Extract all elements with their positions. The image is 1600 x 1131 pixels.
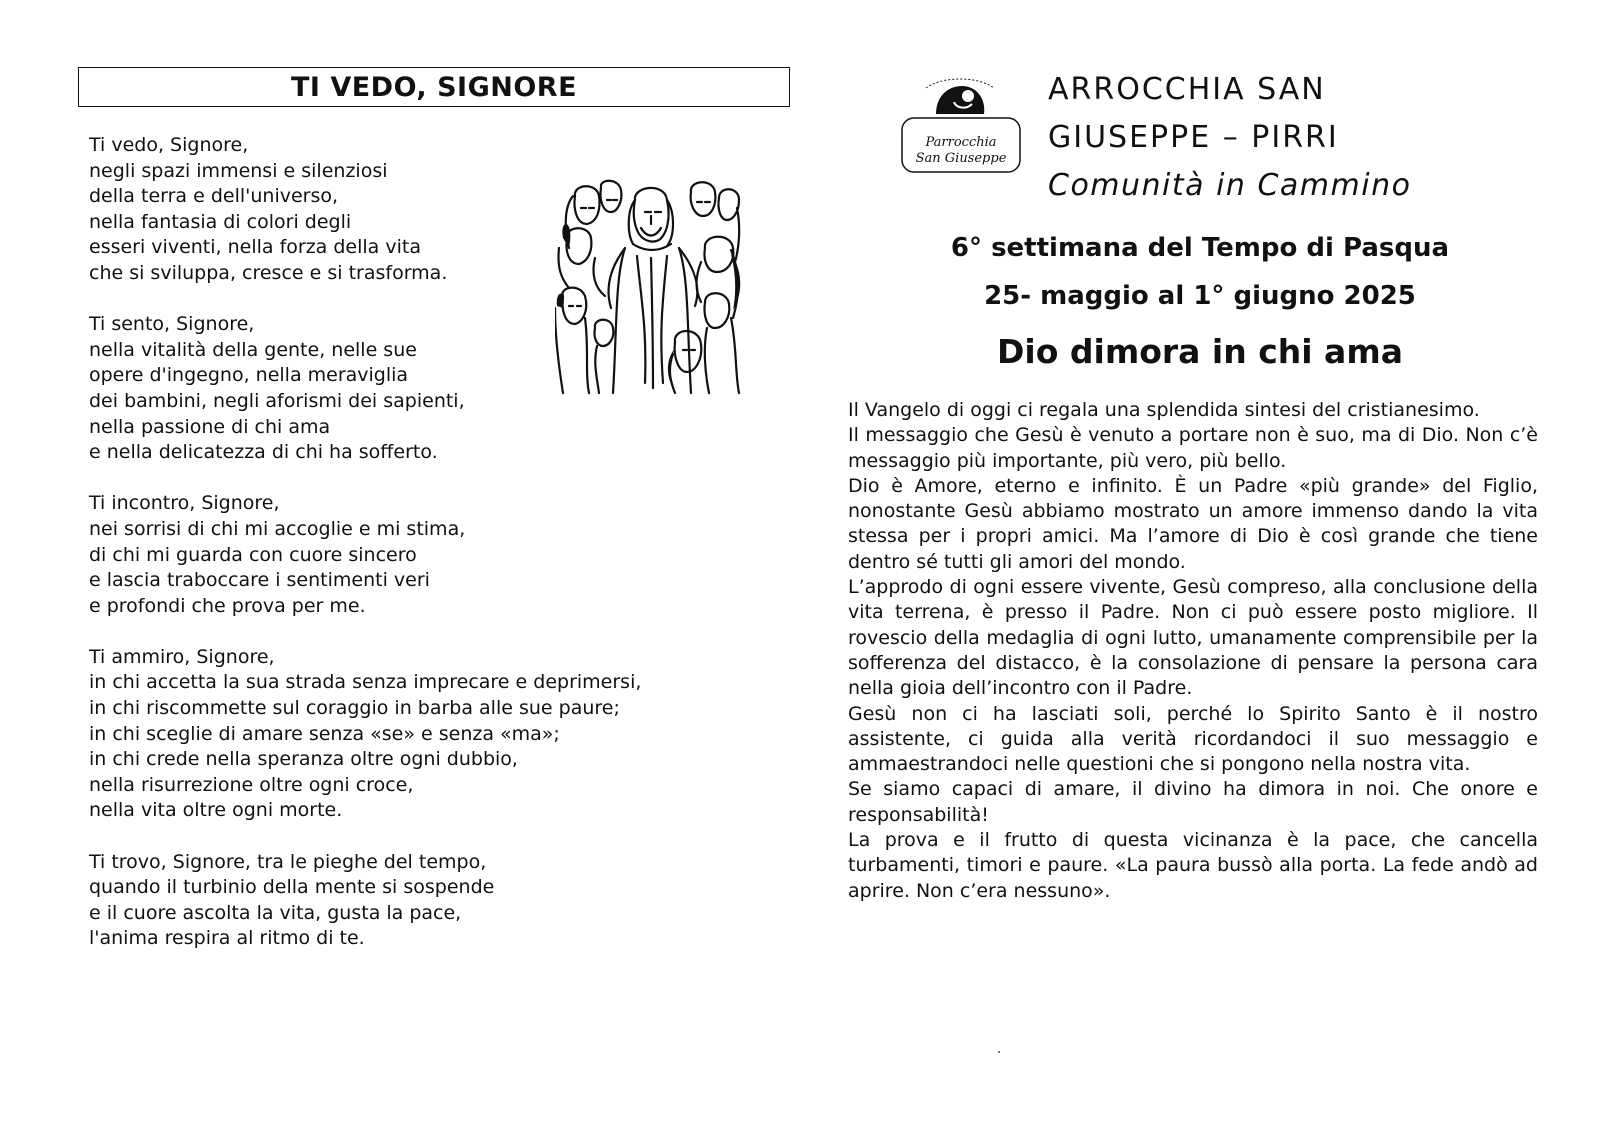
reflection-paragraph: Dio è Amore, eterno e infinito. È un Padre «più grande» del Figlio, nonostante Gesù abbiamo mostrato un amore immenso dando la vita stessa per i propri amici. Ma l’amore di Dio è così grande che tiene dentro sé tutti gli amori del mondo.	[848, 474, 1538, 573]
parish-motto: Comunità in Cammino	[1048, 168, 1412, 203]
poem-line: in chi riscommette sul coraggio in barba alle sue paure;	[89, 697, 620, 720]
poem-title-box	[78, 67, 790, 107]
poem-line: e nella delicatezza di chi ha sofferto.	[89, 441, 438, 464]
poem-stanza	[89, 491, 729, 619]
poem-line: in chi sceglie di amare senza «se» e senza «ma»;	[89, 722, 560, 745]
gospel-reflection	[848, 398, 1538, 904]
reflection-paragraph: Gesù non ci ha lasciati soli, perché lo Spirito Santo è il nostro assistente, ci guida alla verità ricordandoci il suo messaggio e ammaestrandoci nelle questioni che si pongono nella nostra vita.	[848, 702, 1538, 776]
jesus-with-disciples-illustration	[555, 178, 741, 398]
poem-line: nella passione di chi ama	[89, 415, 331, 438]
reflection-paragraph: Se siamo capaci di amare, il divino ha dimora in noi. Che onore e responsabilità!	[848, 778, 1538, 826]
parish-name-line-2: GIUSEPPE – PIRRI	[1048, 120, 1339, 155]
poem-stanza	[89, 850, 729, 952]
poem-line: della terra e dell'universo,	[89, 185, 339, 208]
poem-line: l'anima respira al ritmo di te.	[89, 927, 365, 950]
poem-line: e lascia traboccare i sentimenti veri	[89, 569, 430, 592]
logo-text-parrocchia: Parrocchia	[925, 135, 997, 150]
poem-title: TI VEDO, SIGNORE	[290, 71, 578, 103]
poem-line: nei sorrisi di chi mi accoglie e mi stima,	[89, 517, 466, 540]
poem-line: che si sviluppa, cresce e si trasforma.	[89, 261, 448, 284]
date-range: 25- maggio al 1° giugno 2025	[984, 281, 1416, 311]
reflection-paragraph: La prova e il frutto di questa vicinanza è la pace, che cancella turbamenti, timori e paure. «La paura bussò alla porta. La fede andò ad aprire. Non c’era nessuno».	[848, 829, 1538, 902]
poem-line: di chi mi guarda con cuore sincero	[89, 543, 417, 566]
poem-stanza	[89, 645, 729, 824]
poem-line: e il cuore ascolta la vita, gusta la pace,	[89, 901, 462, 924]
poem-line: Ti ammiro, Signore,	[89, 645, 275, 668]
logo-text-san-giuseppe: San Giuseppe	[915, 151, 1007, 166]
poem-line: opere d'ingegno, nella meraviglia	[89, 364, 409, 387]
poem-line: e profondi che prova per me.	[89, 594, 366, 617]
reflection-paragraph: Il Vangelo di oggi ci regala una splendida sintesi del cristianesimo.	[848, 399, 1480, 421]
poem-line: Ti vedo, Signore,	[89, 134, 249, 156]
poem-line: negli spazi immensi e silenziosi	[89, 159, 388, 182]
reflection-paragraph: L’approdo di ogni essere vivente, Gesù compreso, alla conclusione della vita terrena, è presso il Padre. Non ci può essere posto migliore. Il rovescio della medaglia di ogni lutto, umanamente comprensibile per la sofferenza del distacco, è la consolazione di pensare la persona cara nella gioia dell’incontro con il Padre.	[848, 576, 1538, 700]
liturgical-week: 6° settimana del Tempo di Pasqua	[950, 233, 1450, 263]
poem-line: nella fantasia di colori degli	[89, 210, 352, 233]
poem-line: nella vitalità della gente, nelle sue	[89, 338, 417, 361]
poem-line: quando il turbinio della mente si sospende	[89, 876, 495, 899]
poem-line: Ti incontro, Signore,	[89, 492, 280, 515]
poem-line: nella risurrezione oltre ogni croce,	[89, 773, 414, 796]
poem-line: Ti trovo, Signore, tra le pieghe del tempo,	[89, 850, 487, 873]
poem-line: dei bambini, negli aforismi dei sapienti,	[89, 389, 465, 412]
parish-logo	[896, 74, 1026, 178]
poem-line: esseri viventi, nella forza della vita	[89, 236, 421, 259]
headline: Dio dimora in chi ama	[997, 332, 1403, 371]
parish-name-line-1: ARROCCHIA SAN	[1048, 72, 1326, 107]
poem-line: in chi accetta la sua strada senza imprecare e deprimersi,	[89, 671, 642, 694]
poem-line: nella vita oltre ogni morte.	[89, 799, 343, 822]
reflection-paragraph: Il messaggio che Gesù è venuto a portare non è suo, ma di Dio. Non c’è messaggio più importante, più vero, più bello.	[848, 424, 1538, 472]
scan-speck	[998, 1051, 1000, 1053]
poem-line: in chi crede nella speranza oltre ogni dubbio,	[89, 748, 518, 771]
poem-line: Ti sento, Signore,	[89, 313, 255, 336]
